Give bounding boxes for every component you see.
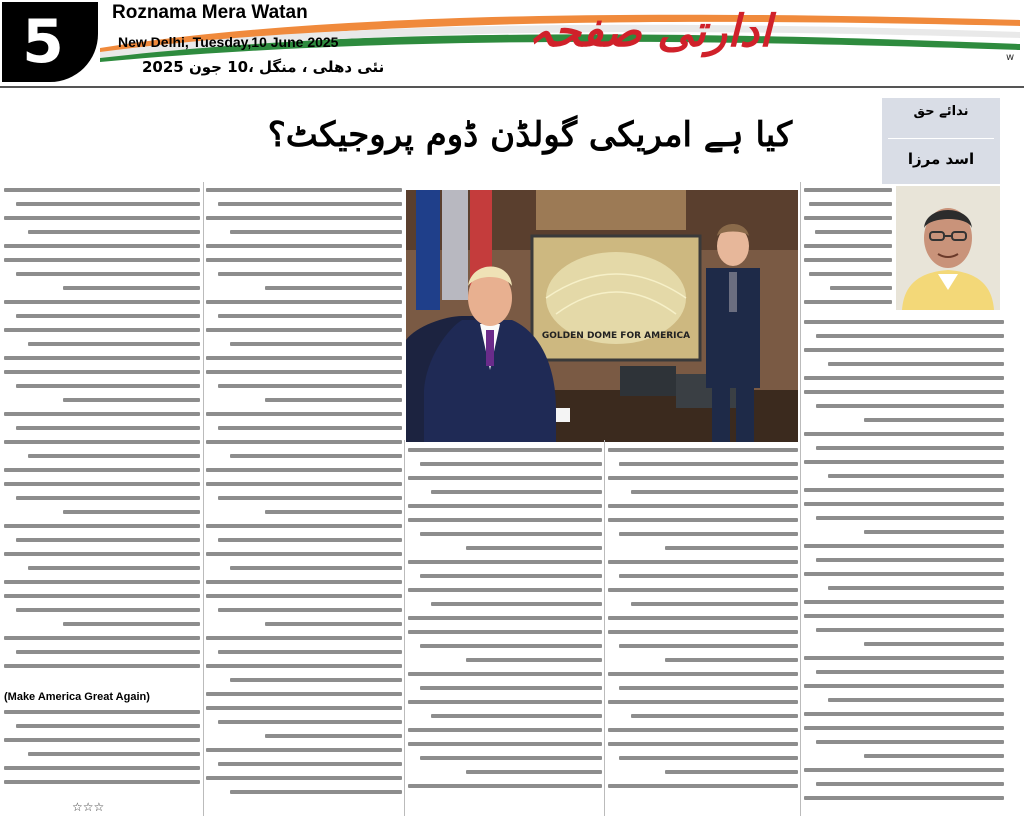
text-line bbox=[218, 608, 402, 612]
text-line bbox=[206, 300, 402, 304]
text-line bbox=[408, 784, 602, 788]
text-line bbox=[408, 728, 602, 732]
text-line bbox=[16, 538, 200, 542]
text-line bbox=[816, 334, 1004, 338]
text-line bbox=[608, 700, 798, 704]
text-line bbox=[218, 720, 402, 724]
text-line bbox=[4, 258, 200, 262]
text-line bbox=[804, 348, 1004, 352]
text-line bbox=[206, 580, 402, 584]
text-line bbox=[631, 490, 798, 494]
text-line bbox=[4, 328, 200, 332]
headline: کیا ہے امریکی گولڈن ڈوم پروجیکٹ؟ bbox=[267, 115, 793, 155]
text-line bbox=[218, 202, 402, 206]
text-line bbox=[665, 770, 798, 774]
text-line bbox=[804, 502, 1004, 506]
text-line bbox=[830, 286, 892, 290]
text-line bbox=[804, 488, 1004, 492]
text-line bbox=[804, 216, 892, 220]
text-line bbox=[408, 630, 602, 634]
date-urdu: نئی دھلی ، منگل ،10 جون 2025 bbox=[142, 58, 385, 76]
text-lines bbox=[408, 448, 602, 798]
masthead bbox=[0, 0, 1024, 84]
text-line bbox=[816, 670, 1004, 674]
text-line bbox=[420, 644, 602, 648]
text-line bbox=[828, 474, 1004, 478]
text-line bbox=[408, 504, 602, 508]
text-line bbox=[804, 320, 1004, 324]
text-line bbox=[4, 188, 200, 192]
text-line bbox=[4, 482, 200, 486]
text-line bbox=[864, 530, 1004, 534]
article-column-4 bbox=[608, 448, 798, 810]
text-line bbox=[804, 796, 1004, 800]
english-quote: (Make America Great Again) bbox=[4, 691, 150, 703]
text-line bbox=[804, 726, 1004, 730]
text-line bbox=[206, 468, 402, 472]
text-line bbox=[28, 752, 200, 756]
text-line bbox=[16, 724, 200, 728]
text-line bbox=[4, 552, 200, 556]
text-line bbox=[420, 532, 602, 536]
text-line bbox=[408, 588, 602, 592]
text-line bbox=[218, 496, 402, 500]
text-line bbox=[63, 286, 200, 290]
text-line bbox=[804, 460, 1004, 464]
text-line bbox=[4, 594, 200, 598]
text-line bbox=[816, 558, 1004, 562]
text-line bbox=[4, 356, 200, 360]
text-line bbox=[4, 370, 200, 374]
text-line bbox=[804, 188, 892, 192]
text-line bbox=[804, 656, 1004, 660]
text-line bbox=[408, 448, 602, 452]
text-line bbox=[804, 600, 1004, 604]
text-line bbox=[466, 546, 602, 550]
text-line bbox=[206, 328, 402, 332]
text-line bbox=[265, 510, 402, 514]
text-line bbox=[16, 608, 200, 612]
text-line bbox=[420, 462, 602, 466]
paper-name: Roznama Mera Watan bbox=[112, 2, 308, 23]
text-line bbox=[431, 490, 602, 494]
text-line bbox=[218, 272, 402, 276]
author-photo bbox=[896, 186, 1000, 310]
text-line bbox=[608, 518, 798, 522]
text-line bbox=[230, 790, 402, 794]
text-line bbox=[619, 532, 798, 536]
text-line bbox=[408, 518, 602, 522]
text-line bbox=[804, 390, 1004, 394]
text-lines bbox=[804, 320, 1004, 810]
text-line bbox=[4, 636, 200, 640]
text-line bbox=[218, 314, 402, 318]
text-line bbox=[4, 710, 200, 714]
text-line bbox=[608, 588, 798, 592]
text-line bbox=[608, 742, 798, 746]
header-rule bbox=[0, 86, 1024, 88]
text-line bbox=[28, 342, 200, 346]
text-line bbox=[804, 244, 892, 248]
text-line bbox=[218, 538, 402, 542]
text-line bbox=[816, 446, 1004, 450]
text-line bbox=[665, 546, 798, 550]
text-line bbox=[4, 216, 200, 220]
text-line bbox=[804, 300, 892, 304]
text-line bbox=[206, 664, 402, 668]
text-line bbox=[16, 272, 200, 276]
article-column-1 bbox=[4, 188, 200, 686]
text-line bbox=[804, 768, 1004, 772]
column-name: ندائے حق bbox=[913, 104, 969, 119]
text-line bbox=[804, 614, 1004, 618]
text-line bbox=[265, 398, 402, 402]
text-lines bbox=[4, 710, 200, 794]
text-line bbox=[206, 440, 402, 444]
text-line bbox=[608, 560, 798, 564]
text-line bbox=[804, 432, 1004, 436]
text-line bbox=[206, 216, 402, 220]
text-line bbox=[4, 244, 200, 248]
page-number: 5 bbox=[2, 2, 98, 82]
text-line bbox=[230, 678, 402, 682]
text-line bbox=[4, 468, 200, 472]
text-line bbox=[63, 510, 200, 514]
text-line bbox=[230, 342, 402, 346]
text-line bbox=[809, 202, 892, 206]
text-line bbox=[4, 524, 200, 528]
text-line bbox=[4, 738, 200, 742]
text-lines bbox=[608, 448, 798, 798]
column-rule bbox=[604, 440, 605, 816]
text-line bbox=[408, 672, 602, 676]
end-ornament: ☆☆☆ bbox=[72, 800, 105, 814]
text-line bbox=[420, 756, 602, 760]
text-line bbox=[408, 616, 602, 620]
text-line bbox=[206, 748, 402, 752]
text-line bbox=[608, 504, 798, 508]
text-line bbox=[408, 700, 602, 704]
text-line bbox=[206, 412, 402, 416]
text-line bbox=[804, 572, 1004, 576]
text-line bbox=[431, 714, 602, 718]
text-line bbox=[608, 476, 798, 480]
text-line bbox=[608, 784, 798, 788]
text-line bbox=[230, 566, 402, 570]
text-line bbox=[206, 692, 402, 696]
article-column-2 bbox=[206, 188, 402, 808]
text-line bbox=[631, 602, 798, 606]
section-title: ادارتی صفحہ bbox=[528, 6, 772, 57]
text-line bbox=[804, 712, 1004, 716]
text-line bbox=[206, 636, 402, 640]
text-line bbox=[420, 686, 602, 690]
text-line bbox=[265, 286, 402, 290]
text-line bbox=[816, 782, 1004, 786]
text-line bbox=[608, 672, 798, 676]
text-line bbox=[408, 476, 602, 480]
text-lines bbox=[4, 188, 200, 678]
text-line bbox=[816, 516, 1004, 520]
text-line bbox=[63, 622, 200, 626]
text-line bbox=[206, 482, 402, 486]
text-line bbox=[804, 258, 892, 262]
date-english: New Delhi, Tuesday,10 June 2025 bbox=[118, 34, 339, 50]
text-line bbox=[804, 684, 1004, 688]
text-line bbox=[206, 356, 402, 360]
text-line bbox=[864, 418, 1004, 422]
photo-sign-text: GOLDEN DOME FOR AMERICA bbox=[541, 331, 691, 341]
edge-text: w bbox=[1006, 52, 1015, 63]
article-column-5-top bbox=[804, 188, 892, 318]
text-line bbox=[218, 762, 402, 766]
text-line bbox=[408, 560, 602, 564]
article-column-3 bbox=[408, 448, 602, 810]
text-line bbox=[608, 728, 798, 732]
column-rule bbox=[404, 440, 405, 816]
text-line bbox=[631, 714, 798, 718]
text-line bbox=[864, 754, 1004, 758]
text-line bbox=[816, 628, 1004, 632]
text-line bbox=[28, 566, 200, 570]
text-line bbox=[206, 524, 402, 528]
text-line bbox=[619, 756, 798, 760]
text-line bbox=[816, 404, 1004, 408]
main-photo bbox=[406, 190, 798, 442]
text-line bbox=[16, 314, 200, 318]
text-line bbox=[804, 544, 1004, 548]
text-line bbox=[608, 448, 798, 452]
text-line bbox=[619, 644, 798, 648]
column-rule bbox=[203, 182, 204, 816]
text-line bbox=[466, 770, 602, 774]
text-line bbox=[206, 188, 402, 192]
text-line bbox=[16, 426, 200, 430]
text-line bbox=[265, 622, 402, 626]
text-line bbox=[16, 384, 200, 388]
text-line bbox=[16, 496, 200, 500]
text-line bbox=[431, 602, 602, 606]
text-line bbox=[828, 586, 1004, 590]
text-line bbox=[4, 766, 200, 770]
text-line bbox=[206, 776, 402, 780]
text-line bbox=[16, 202, 200, 206]
text-line bbox=[816, 740, 1004, 744]
text-line bbox=[619, 686, 798, 690]
text-line bbox=[218, 426, 402, 430]
text-line bbox=[4, 580, 200, 584]
text-line bbox=[230, 454, 402, 458]
text-line bbox=[665, 658, 798, 662]
column-divider bbox=[888, 138, 994, 139]
text-line bbox=[4, 780, 200, 784]
text-line bbox=[4, 412, 200, 416]
text-line bbox=[466, 658, 602, 662]
text-line bbox=[206, 594, 402, 598]
text-line bbox=[4, 300, 200, 304]
text-line bbox=[619, 462, 798, 466]
text-line bbox=[218, 384, 402, 388]
text-line bbox=[206, 258, 402, 262]
text-line bbox=[218, 650, 402, 654]
text-line bbox=[809, 272, 892, 276]
text-line bbox=[230, 230, 402, 234]
text-line bbox=[28, 230, 200, 234]
text-line bbox=[16, 650, 200, 654]
text-line bbox=[804, 376, 1004, 380]
text-line bbox=[4, 440, 200, 444]
text-line bbox=[206, 244, 402, 248]
text-line bbox=[265, 734, 402, 738]
text-lines bbox=[804, 188, 892, 314]
column-rule bbox=[800, 182, 801, 816]
text-line bbox=[864, 642, 1004, 646]
text-line bbox=[4, 664, 200, 668]
text-line bbox=[420, 574, 602, 578]
text-line bbox=[828, 698, 1004, 702]
text-line bbox=[408, 742, 602, 746]
text-line bbox=[206, 706, 402, 710]
text-lines bbox=[206, 188, 402, 804]
text-line bbox=[63, 398, 200, 402]
text-line bbox=[206, 370, 402, 374]
text-line bbox=[28, 454, 200, 458]
text-line bbox=[828, 362, 1004, 366]
text-line bbox=[608, 630, 798, 634]
author-name: اسد مرزا bbox=[907, 150, 975, 168]
text-line bbox=[206, 552, 402, 556]
text-line bbox=[608, 616, 798, 620]
text-line bbox=[619, 574, 798, 578]
article-column-5 bbox=[804, 320, 1004, 810]
article-column-1-end bbox=[4, 710, 200, 796]
text-line bbox=[815, 230, 892, 234]
